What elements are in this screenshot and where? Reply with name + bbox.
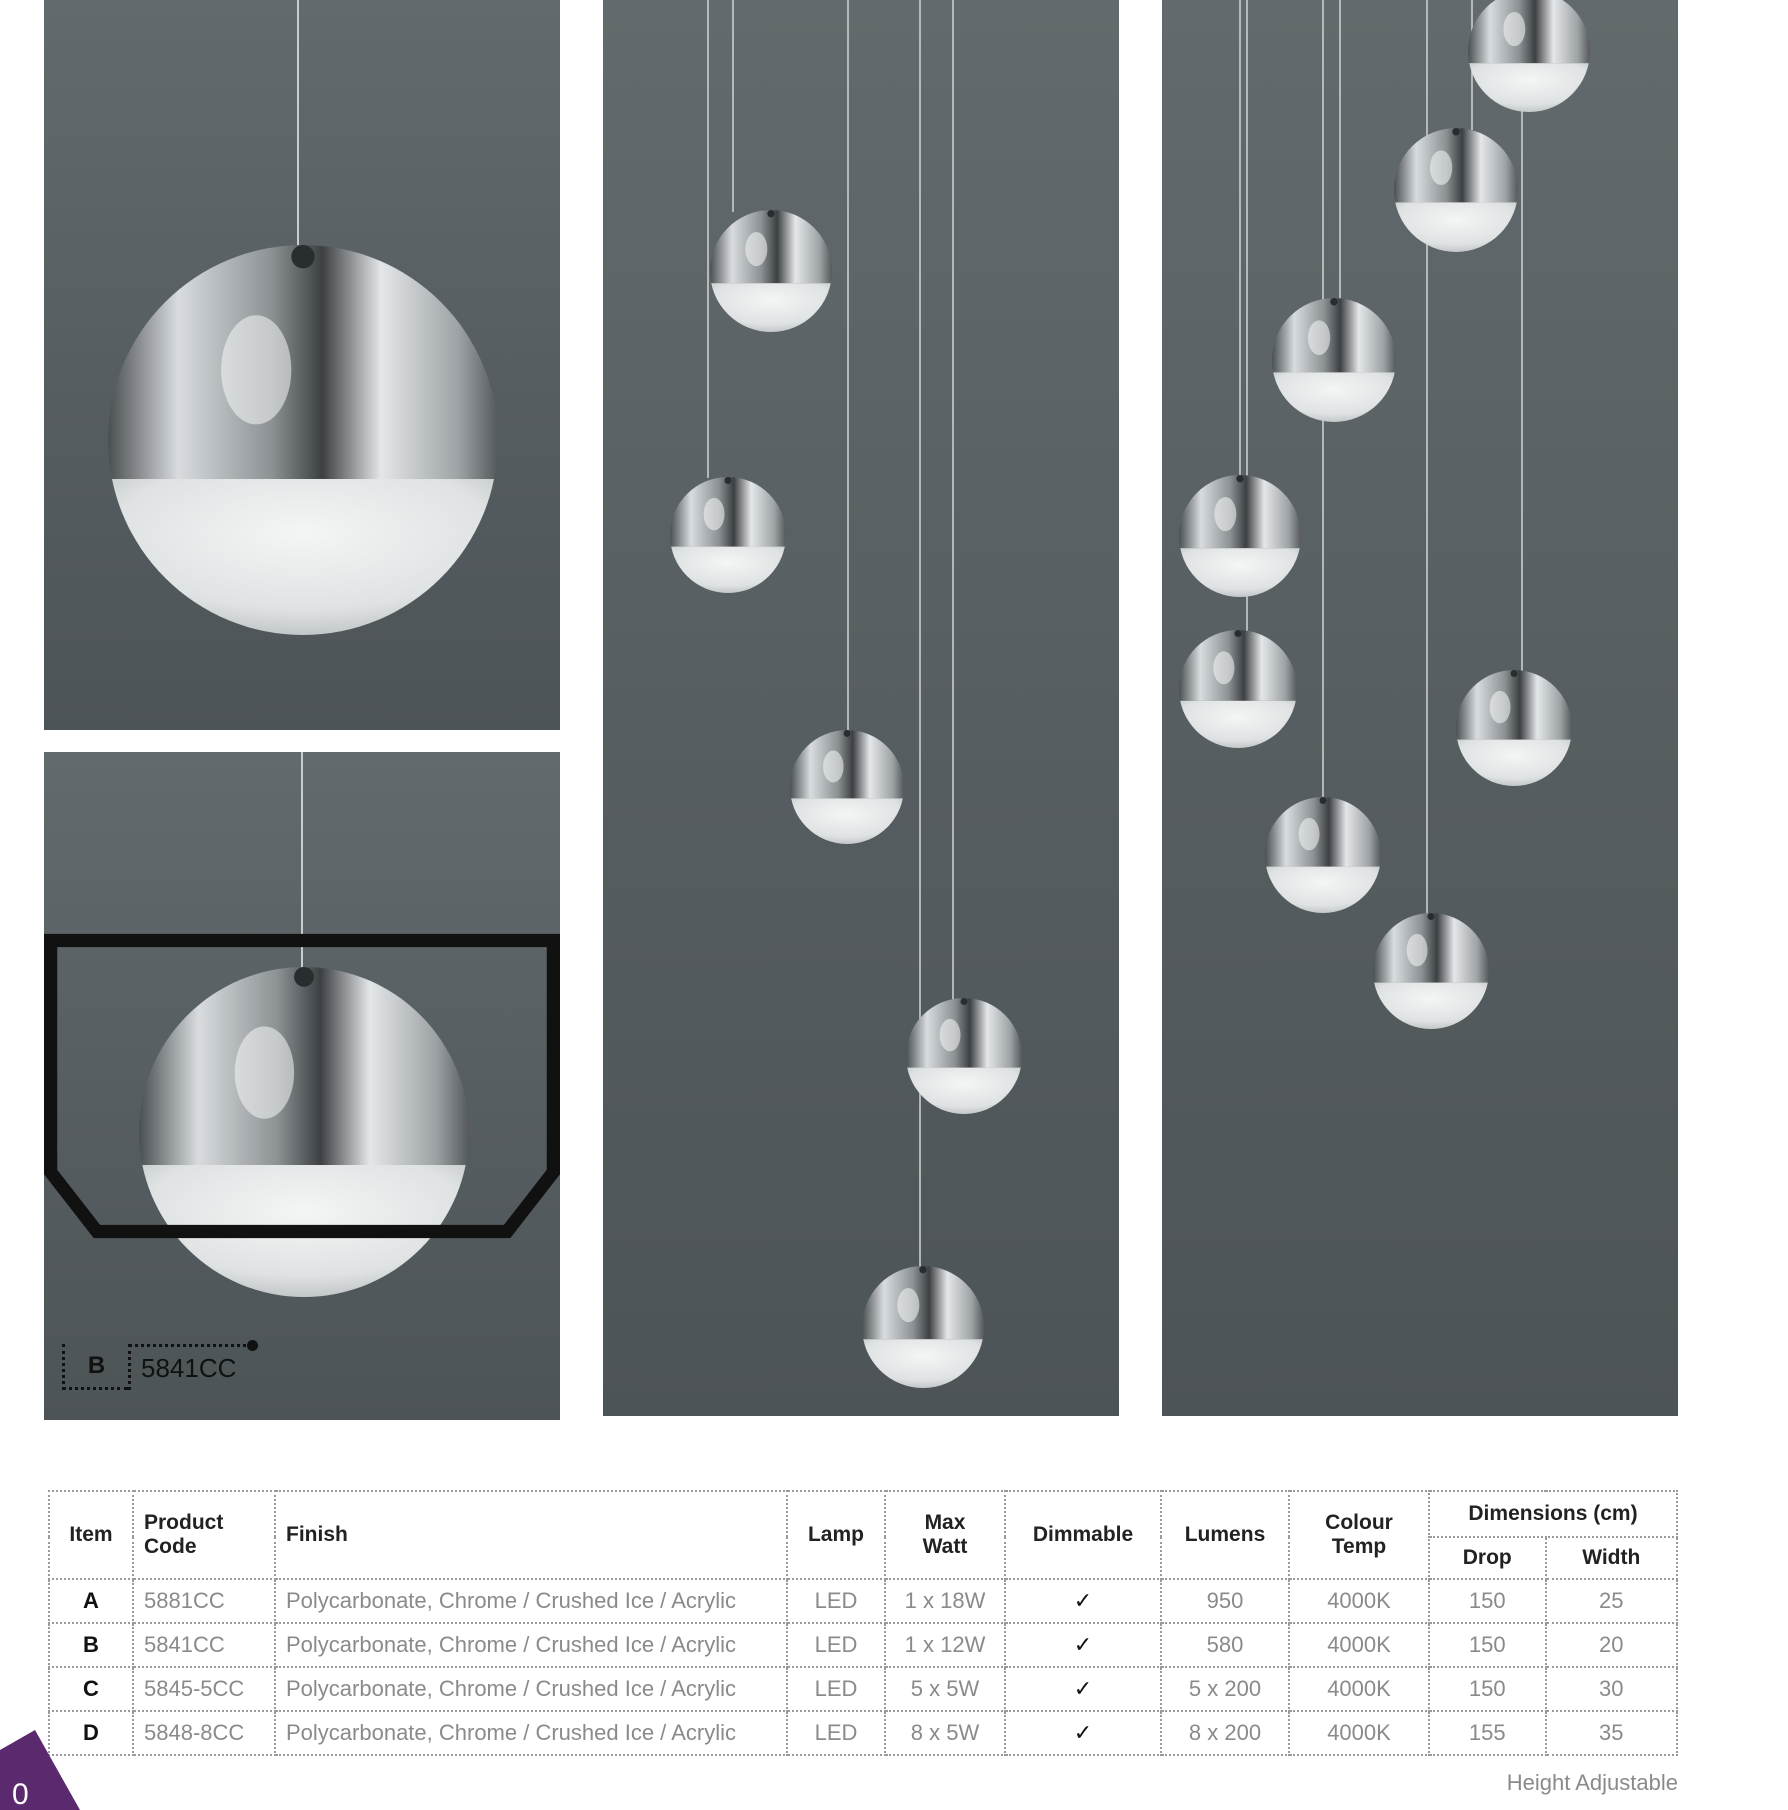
product-photo-a bbox=[44, 0, 560, 730]
specs-table bbox=[48, 1490, 1678, 1756]
header-colour-temp-line2: Temp bbox=[1331, 1535, 1387, 1558]
cell-finish: Polycarbonate, Chrome / Crushed Ice / Acrylic bbox=[275, 1711, 787, 1755]
cell-temp: 4000K bbox=[1289, 1711, 1429, 1755]
header-product-code-line1: Product bbox=[144, 1511, 224, 1534]
item-label bbox=[62, 1340, 254, 1394]
cell-temp: 4000K bbox=[1289, 1667, 1429, 1711]
page-number: 0 bbox=[12, 1778, 29, 1810]
cell-finish: Polycarbonate, Chrome / Crushed Ice / Acrylic bbox=[275, 1623, 787, 1667]
table-row bbox=[49, 1711, 1677, 1755]
cell-item: A bbox=[49, 1579, 133, 1623]
cell-lumens: 580 bbox=[1161, 1623, 1289, 1667]
product-photo-b bbox=[44, 752, 560, 1420]
header-finish: Finish bbox=[275, 1491, 787, 1579]
product-photo-d bbox=[1162, 0, 1678, 1416]
header-max-watt-line1: Max bbox=[924, 1511, 966, 1534]
table-row bbox=[49, 1667, 1677, 1711]
table-row bbox=[49, 1623, 1677, 1667]
cell-item: C bbox=[49, 1667, 133, 1711]
cluster-illustration bbox=[1162, 0, 1678, 1416]
item-code-text: 5841CC bbox=[141, 1353, 237, 1383]
cell-lumens: 5 x 200 bbox=[1161, 1667, 1289, 1711]
header-product-code-line2: Code bbox=[144, 1535, 197, 1558]
header-lumens: Lumens bbox=[1161, 1491, 1289, 1579]
item-code bbox=[128, 1344, 254, 1390]
cell-width: 20 bbox=[1546, 1623, 1678, 1667]
cell-drop: 150 bbox=[1429, 1623, 1546, 1667]
header-colour-temp-line1: Colour bbox=[1325, 1511, 1393, 1534]
cell-width: 30 bbox=[1546, 1667, 1678, 1711]
cell-drop: 150 bbox=[1429, 1667, 1546, 1711]
header-item: Item bbox=[49, 1491, 133, 1579]
cell-item: B bbox=[49, 1623, 133, 1667]
cell-finish: Polycarbonate, Chrome / Crushed Ice / Acrylic bbox=[275, 1579, 787, 1623]
cell-watt: 1 x 18W bbox=[885, 1579, 1005, 1623]
header-width: Width bbox=[1546, 1537, 1678, 1579]
header-max-watt bbox=[885, 1491, 1005, 1579]
table-header-row bbox=[49, 1491, 1677, 1537]
header-product-code bbox=[133, 1491, 275, 1579]
badge-outline-icon bbox=[44, 752, 560, 1420]
cell-item: D bbox=[49, 1711, 133, 1755]
footer-note: Height Adjustable bbox=[1506, 1770, 1678, 1795]
cell-dimmable: ✓ bbox=[1005, 1667, 1161, 1711]
cell-code: 5848-8CC bbox=[133, 1711, 275, 1755]
cell-lamp: LED bbox=[787, 1579, 885, 1623]
cell-temp: 4000K bbox=[1289, 1579, 1429, 1623]
cell-finish: Polycarbonate, Chrome / Crushed Ice / Acrylic bbox=[275, 1667, 787, 1711]
header-dimensions: Dimensions (cm) bbox=[1429, 1491, 1677, 1537]
header-drop: Drop bbox=[1429, 1537, 1546, 1579]
cell-watt: 1 x 12W bbox=[885, 1623, 1005, 1667]
header-dimmable: Dimmable bbox=[1005, 1491, 1161, 1579]
table-row bbox=[49, 1579, 1677, 1623]
cell-code: 5881CC bbox=[133, 1579, 275, 1623]
cell-width: 25 bbox=[1546, 1579, 1678, 1623]
cell-lamp: LED bbox=[787, 1711, 885, 1755]
cell-code: 5845-5CC bbox=[133, 1667, 275, 1711]
cell-lumens: 950 bbox=[1161, 1579, 1289, 1623]
cell-drop: 150 bbox=[1429, 1579, 1546, 1623]
cell-dimmable: ✓ bbox=[1005, 1711, 1161, 1755]
cell-dimmable: ✓ bbox=[1005, 1623, 1161, 1667]
cell-code: 5841CC bbox=[133, 1623, 275, 1667]
item-letter: B bbox=[62, 1344, 128, 1390]
header-colour-temp bbox=[1289, 1491, 1429, 1579]
cell-lamp: LED bbox=[787, 1623, 885, 1667]
cell-lamp: LED bbox=[787, 1667, 885, 1711]
cell-watt: 5 x 5W bbox=[885, 1667, 1005, 1711]
cell-dimmable: ✓ bbox=[1005, 1579, 1161, 1623]
cell-width: 35 bbox=[1546, 1711, 1678, 1755]
pendant-illustration bbox=[44, 0, 560, 730]
product-photo-c bbox=[603, 0, 1119, 1416]
page-corner-tab bbox=[0, 1730, 80, 1810]
header-max-watt-line2: Watt bbox=[922, 1535, 968, 1558]
cluster-illustration bbox=[603, 0, 1119, 1416]
cell-temp: 4000K bbox=[1289, 1623, 1429, 1667]
header-lamp: Lamp bbox=[787, 1491, 885, 1579]
cell-drop: 155 bbox=[1429, 1711, 1546, 1755]
cell-lumens: 8 x 200 bbox=[1161, 1711, 1289, 1755]
cell-watt: 8 x 5W bbox=[885, 1711, 1005, 1755]
